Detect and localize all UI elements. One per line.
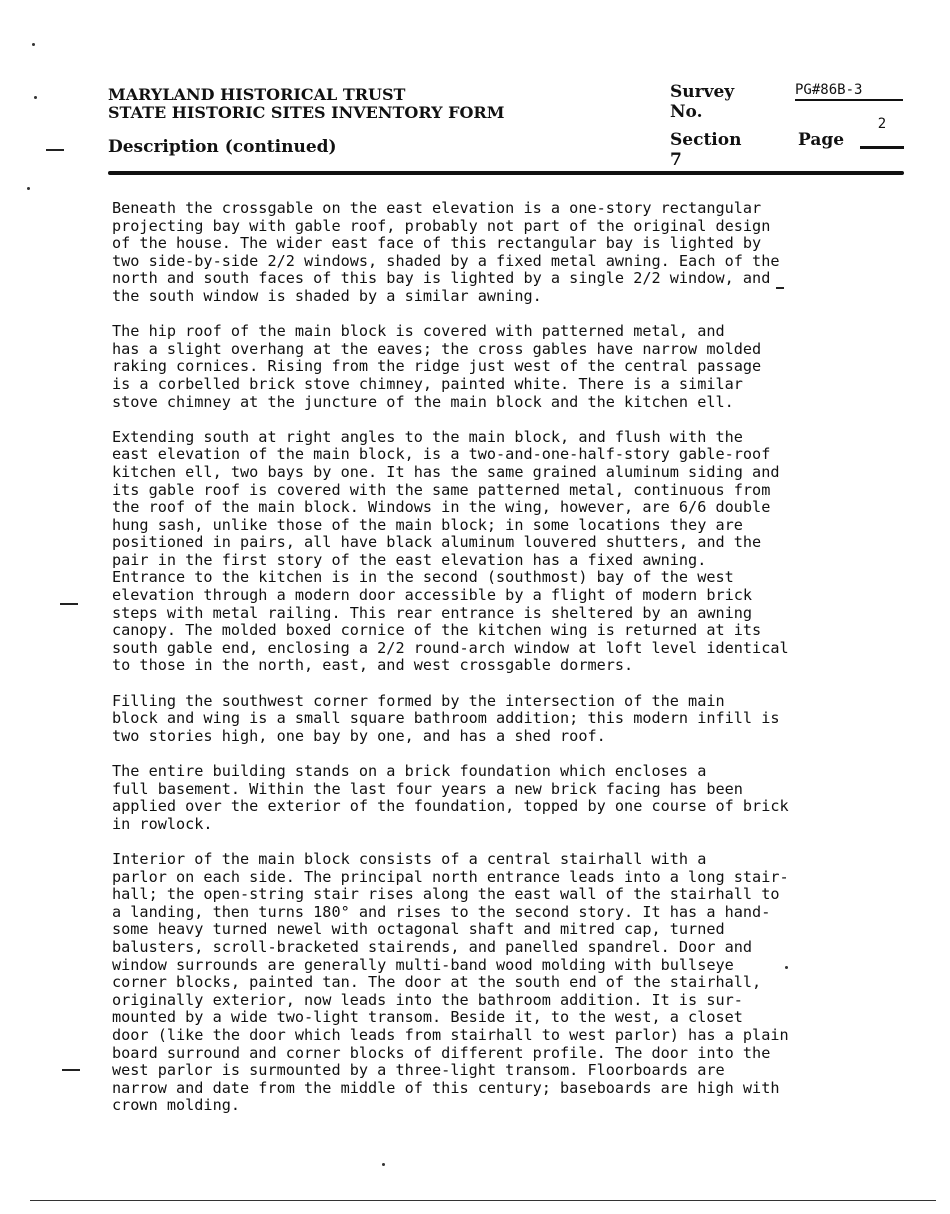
paragraph: The entire building stands on a brick foundation which encloses a full basement. Within the last four years a new brick facing has been applied over the exterior of the foundation, topped by one course of brick in rowlock. [112, 762, 789, 833]
paragraph: Interior of the main block consists of a central stairhall with a parlor on each side. The principal north entrance leads into a long stair- hall; the open-string stair rises along the east wall of the stairhall to a landing, then turns 180° and rises to the second story. It has a hand- some heavy turned newel with octagonal shaft and mitred cap, turned balusters, scroll-bracketed stairends, and panelled spandrel. Door and window surrounds are generally multi-band wood molding with bullseye corner blocks, painted tan. The door at the south end of the stairhall, originally exterior, now leads into the bathroom addition. It is sur- mounted by a wide two-light transom. Beside it, to the west, a closet door (like the door which leads from stairhall to west parlor) has a plain board surround and corner blocks of different profile. The door into the west parlor is surmounted by a three-light transom. Floorboards are narrow and date from the middle of this century; baseboards are high with crown molding. [112, 849, 789, 1115]
margin-tick [776, 287, 784, 289]
page-label: Page [798, 130, 845, 150]
form-header [108, 86, 504, 156]
scan-speck [382, 1163, 385, 1166]
description-body [112, 200, 802, 1132]
org-name-line1: MARYLAND HISTORICAL TRUST [108, 85, 406, 104]
margin-tick [62, 1069, 80, 1071]
page-subtitle: Description (continued) [108, 137, 337, 157]
org-name-line2: STATE HISTORIC SITES INVENTORY FORM [108, 103, 505, 122]
page-number: 2 [860, 116, 904, 149]
paragraph: The hip roof of the main block is covered with patterned metal, and has a slight overhang at the eaves; the cross gables have narrow molded raking cornices. Rising from the ridge just west of the central passage is a corbelled brick stove chimney, painted white. There is a similar stove chimney at the juncture of the main block and the kitchen ell. [112, 322, 762, 411]
paragraph: Filling the southwest corner formed by the intersection of the main block and wing is a small square bathroom addition; this modern infill is two stories high, one bay by one, and has a shed roof. [112, 691, 780, 745]
footer-divider [30, 1200, 936, 1201]
section-label: Section 7 [670, 130, 742, 170]
survey-no-value: PG#86B-3 [795, 82, 903, 101]
header-divider [108, 171, 904, 175]
scan-speck [32, 43, 35, 46]
margin-tick [60, 603, 78, 605]
scan-speck [27, 187, 30, 190]
survey-no-label: Survey No. [670, 82, 735, 122]
paragraph: Extending south at right angles to the main block, and flush with the east elevation of the main block, is a two-and-one-half-story gable-roof kitchen ell, two bays by one. It has the same grained aluminum siding and its gable roof is covered with the same patterned metal, continuous from the roof of the main block. Windows in the wing, however, are 6/6 double hung sash, unlike those of the main block; in some locations they are positioned in pairs, all have black aluminum louvered shutters, and the pair in the first story of the east elevation has a fixed awning. Entrance to the kitchen is in the second (southmost) bay of the west elevation through a modern door accessible by a flight of modern brick steps with metal railing. This rear entrance is sheltered by an awning canopy. The molded boxed cornice of the kitchen wing is returned at its south gable end, enclosing a 2/2 round-arch window at loft level identical to those in the north, east, and west crossgable dormers. [112, 427, 789, 675]
scan-speck [785, 966, 788, 969]
scan-speck [34, 96, 37, 99]
margin-tick [46, 149, 64, 151]
paragraph: Beneath the crossgable on the east elevation is a one-story rectangular projecting bay with gable roof, probably not part of the original design of the house. The wider east face of this rectangular bay is lighted by two side-by-side 2/2 windows, shaded by a fixed metal awning. Each of the north and south faces of this bay is lighted by a single 2/2 window, and the south window is shaded by a similar awning. [112, 199, 780, 305]
